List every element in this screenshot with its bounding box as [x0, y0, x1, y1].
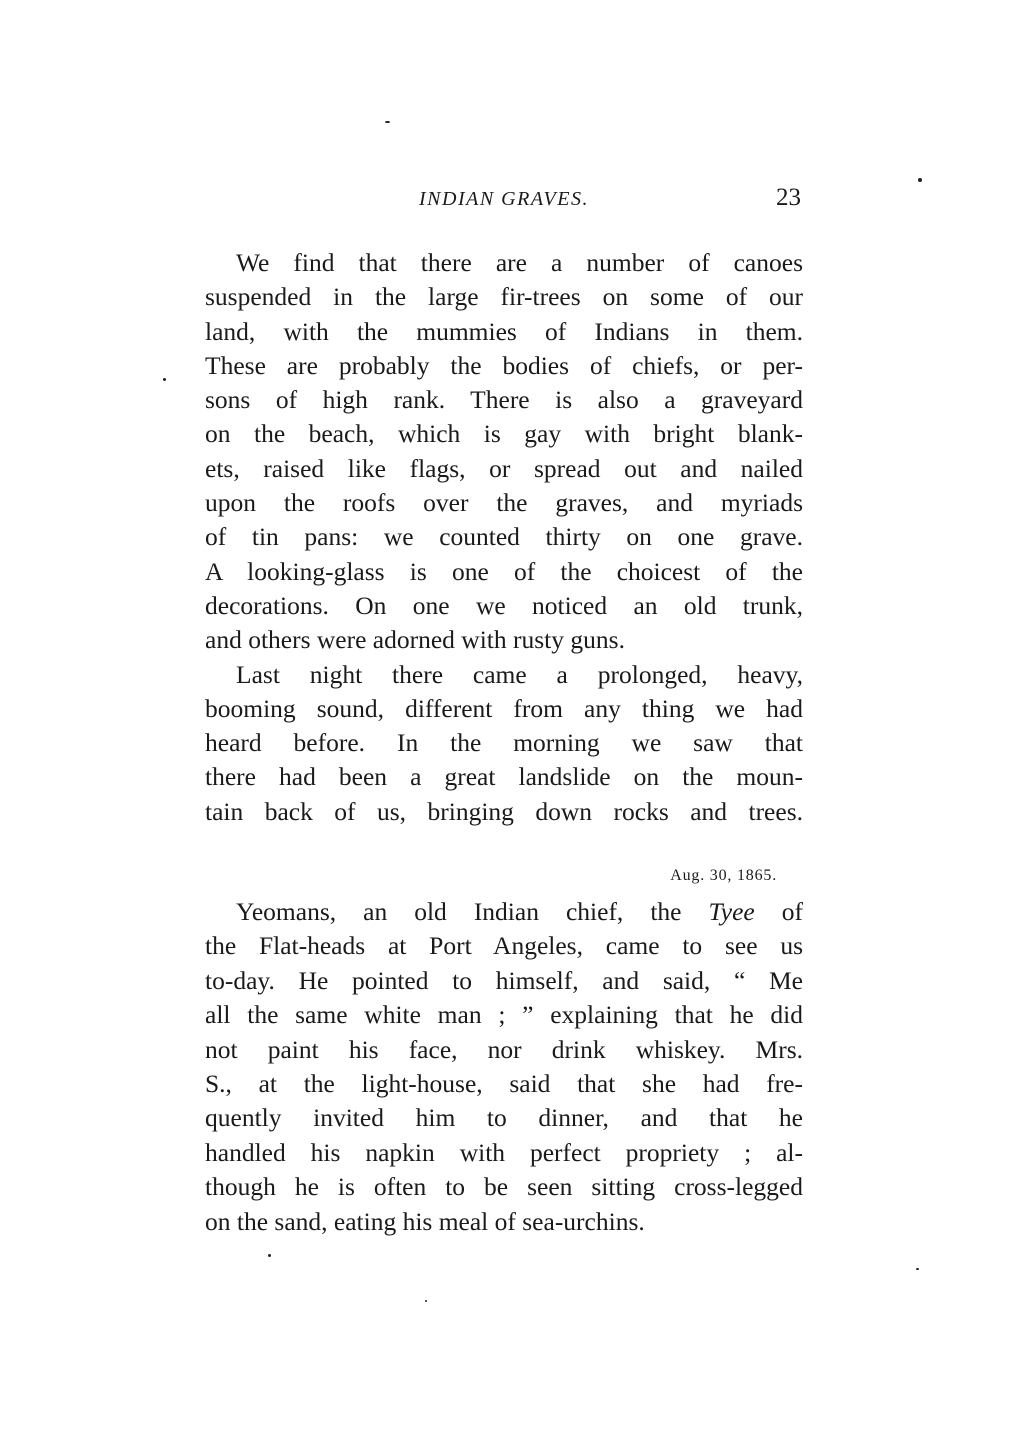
paragraph-canoes [205, 246, 803, 658]
italic-word: Tyee [708, 897, 755, 926]
page-header [205, 184, 803, 224]
text-line: though he is often to be seen sitting cross-legged [205, 1172, 803, 1202]
text-line: Last night there came a prolonged, heavy, [236, 659, 803, 689]
text-line: suspended in the large fir-trees on some of our [205, 282, 803, 312]
text-line: S., at the light-house, said that she had fre- [205, 1069, 803, 1099]
text-line: ets, raised like flags, or spread out and nailed [205, 453, 803, 483]
text-fragment: of [754, 897, 804, 926]
text-line: all the same white man ; ” explaining that he did [205, 1000, 803, 1030]
text-line: on the beach, which is gay with bright blank- [205, 419, 803, 449]
text-line: booming sound, different from any thing we had [205, 693, 803, 723]
text-line: sons of high rank. There is also a graveyard [205, 385, 803, 415]
text-line: land, with the mummies of Indians in them. [205, 316, 803, 346]
page-number: 23 [776, 184, 801, 211]
body-text-top [205, 246, 803, 829]
text-line: there had been a great landslide on the moun- [205, 762, 803, 792]
text-line: heard before. In the morning we saw that [205, 728, 803, 758]
text-line: upon the roofs over the graves, and myriads [205, 488, 803, 518]
text-line: handled his napkin with perfect propriety ; al- [205, 1137, 803, 1167]
text-line: and others were adorned with rusty guns. [205, 625, 625, 655]
text-line: on the sand, eating his meal of sea-urchins. [205, 1206, 645, 1236]
print-speck [268, 1254, 271, 1257]
print-speck [916, 1268, 919, 1270]
text-line: to-day. He pointed to himself, and said, “ Me [205, 965, 803, 995]
print-speck [163, 378, 166, 381]
running-head: INDIAN GRAVES. [419, 188, 589, 210]
text-fragment: Yeomans, an old Indian chief, the [236, 897, 709, 926]
print-speck [918, 178, 922, 182]
text-line: These are probably the bodies of chiefs, or per- [205, 350, 803, 380]
text-line: not paint his face, nor drink whiskey. Mrs. [205, 1034, 803, 1064]
print-speck [425, 1300, 427, 1302]
text-line: decorations. On one we noticed an old trunk, [205, 590, 803, 620]
text-line: A looking-glass is one of the choicest of the [205, 556, 803, 586]
text-line: tain back of us, bringing down rocks and trees. [205, 796, 803, 826]
print-speck [385, 121, 390, 123]
text-line: of tin pans: we counted thirty on one grave. [205, 522, 803, 552]
text-line [205, 895, 803, 929]
paragraph-landslide [205, 658, 803, 829]
paragraph-yeomans [205, 895, 803, 1239]
text-line: We find that there are a number of canoes [236, 248, 803, 277]
dateline: Aug. 30, 1865. [670, 867, 777, 884]
text-line: the Flat-heads at Port Angeles, came to see us [205, 931, 803, 961]
text-line: quently invited him to dinner, and that he [205, 1103, 803, 1133]
